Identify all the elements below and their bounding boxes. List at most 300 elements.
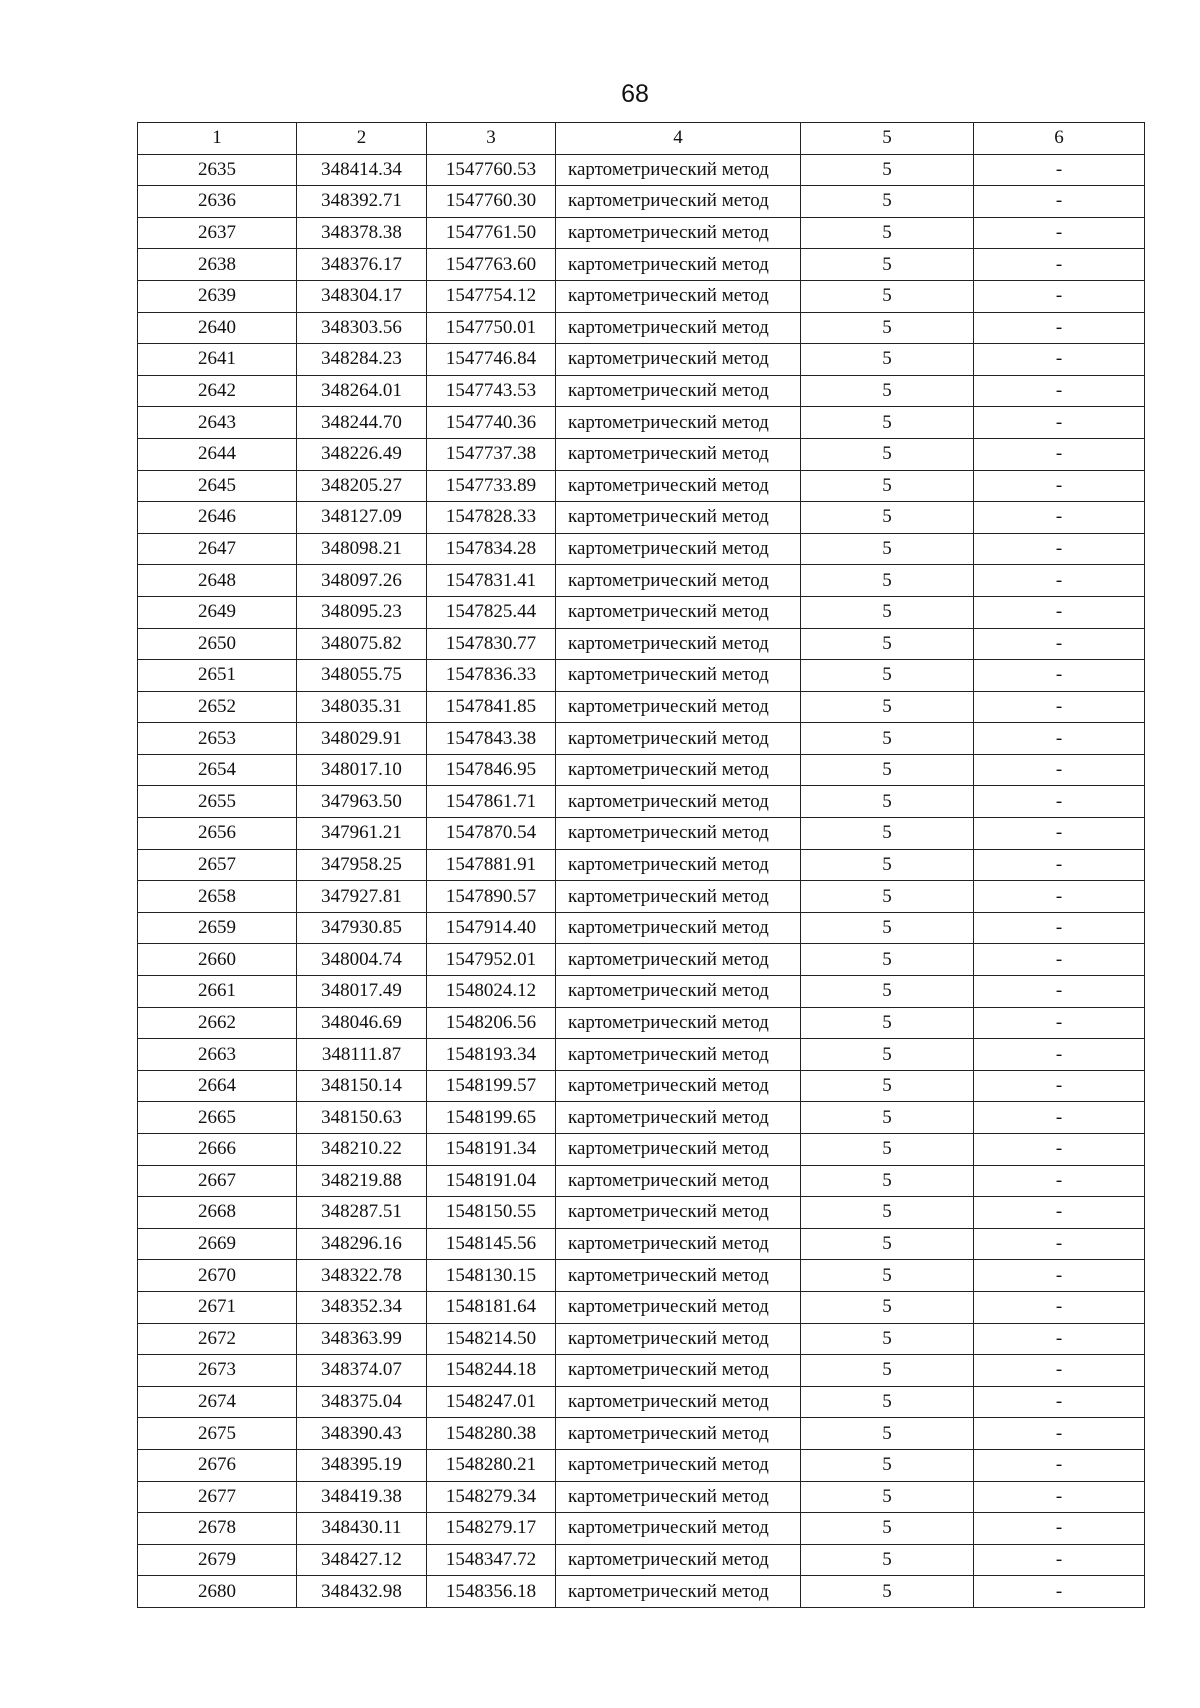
table-row: [138, 1323, 1145, 1355]
accuracy-cell: 5: [801, 375, 974, 407]
y-coordinate-cell: 1547737.38: [427, 438, 556, 470]
accuracy-cell: 5: [801, 818, 974, 850]
accuracy-cell: 5: [801, 786, 974, 818]
accuracy-cell: 5: [801, 1165, 974, 1197]
note-cell: -: [974, 1007, 1145, 1039]
table-row: [138, 1039, 1145, 1071]
x-coordinate-cell: 348284.23: [297, 344, 427, 376]
method-cell: картометрический метод: [556, 1134, 801, 1166]
x-coordinate-cell: 348097.26: [297, 565, 427, 597]
method-cell: картометрический метод: [556, 502, 801, 534]
method-cell: картометрический метод: [556, 912, 801, 944]
x-coordinate-cell: 348075.82: [297, 628, 427, 660]
x-coordinate-cell: 348017.49: [297, 976, 427, 1008]
x-coordinate-cell: 348017.10: [297, 754, 427, 786]
point-number-cell: 2652: [138, 691, 297, 723]
column-header-1: 1: [138, 123, 297, 155]
accuracy-cell: 5: [801, 1323, 974, 1355]
y-coordinate-cell: 1548214.50: [427, 1323, 556, 1355]
table-row: [138, 438, 1145, 470]
table-row: [138, 154, 1145, 186]
table-row: [138, 1544, 1145, 1576]
point-number-cell: 2658: [138, 881, 297, 913]
note-cell: -: [974, 1260, 1145, 1292]
x-coordinate-cell: 348414.34: [297, 154, 427, 186]
method-cell: картометрический метод: [556, 1544, 801, 1576]
table-row: [138, 1576, 1145, 1608]
y-coordinate-cell: 1547760.53: [427, 154, 556, 186]
note-cell: -: [974, 1134, 1145, 1166]
y-coordinate-cell: 1548280.38: [427, 1418, 556, 1450]
point-number-cell: 2678: [138, 1513, 297, 1545]
x-coordinate-cell: 348029.91: [297, 723, 427, 755]
x-coordinate-cell: 348127.09: [297, 502, 427, 534]
point-number-cell: 2639: [138, 280, 297, 312]
x-coordinate-cell: 348304.17: [297, 280, 427, 312]
y-coordinate-cell: 1548280.21: [427, 1449, 556, 1481]
note-cell: -: [974, 660, 1145, 692]
accuracy-cell: 5: [801, 502, 974, 534]
note-cell: -: [974, 596, 1145, 628]
note-cell: -: [974, 1039, 1145, 1071]
accuracy-cell: 5: [801, 407, 974, 439]
point-number-cell: 2666: [138, 1134, 297, 1166]
x-coordinate-cell: 348287.51: [297, 1197, 427, 1229]
table-row: [138, 1007, 1145, 1039]
x-coordinate-cell: 348430.11: [297, 1513, 427, 1545]
table-row: [138, 533, 1145, 565]
method-cell: картометрический метод: [556, 1260, 801, 1292]
point-number-cell: 2644: [138, 438, 297, 470]
point-number-cell: 2671: [138, 1291, 297, 1323]
accuracy-cell: 5: [801, 881, 974, 913]
note-cell: -: [974, 1481, 1145, 1513]
x-coordinate-cell: 348432.98: [297, 1576, 427, 1608]
accuracy-cell: 5: [801, 565, 974, 597]
y-coordinate-cell: 1548191.04: [427, 1165, 556, 1197]
method-cell: картометрический метод: [556, 1070, 801, 1102]
y-coordinate-cell: 1547841.85: [427, 691, 556, 723]
point-number-cell: 2655: [138, 786, 297, 818]
note-cell: -: [974, 533, 1145, 565]
y-coordinate-cell: 1547743.53: [427, 375, 556, 407]
note-cell: -: [974, 1197, 1145, 1229]
y-coordinate-cell: 1547763.60: [427, 249, 556, 281]
note-cell: -: [974, 280, 1145, 312]
accuracy-cell: 5: [801, 660, 974, 692]
table-row: [138, 1386, 1145, 1418]
table-row: [138, 1355, 1145, 1387]
table-row: [138, 217, 1145, 249]
y-coordinate-cell: 1547870.54: [427, 818, 556, 850]
x-coordinate-cell: 348035.31: [297, 691, 427, 723]
point-number-cell: 2650: [138, 628, 297, 660]
x-coordinate-cell: 348378.38: [297, 217, 427, 249]
x-coordinate-cell: 348098.21: [297, 533, 427, 565]
note-cell: -: [974, 786, 1145, 818]
x-coordinate-cell: 348296.16: [297, 1228, 427, 1260]
table-row: [138, 754, 1145, 786]
point-number-cell: 2657: [138, 849, 297, 881]
method-cell: картометрический метод: [556, 533, 801, 565]
x-coordinate-cell: 348392.71: [297, 186, 427, 218]
table-row: [138, 628, 1145, 660]
y-coordinate-cell: 1547746.84: [427, 344, 556, 376]
accuracy-cell: 5: [801, 438, 974, 470]
y-coordinate-cell: 1548199.65: [427, 1102, 556, 1134]
y-coordinate-cell: 1548130.15: [427, 1260, 556, 1292]
table-row: [138, 818, 1145, 850]
accuracy-cell: 5: [801, 1102, 974, 1134]
page-number: 68: [621, 80, 649, 108]
column-header-2: 2: [297, 123, 427, 155]
y-coordinate-cell: 1547861.71: [427, 786, 556, 818]
accuracy-cell: 5: [801, 849, 974, 881]
point-number-cell: 2656: [138, 818, 297, 850]
x-coordinate-cell: 348150.14: [297, 1070, 427, 1102]
point-number-cell: 2659: [138, 912, 297, 944]
note-cell: -: [974, 849, 1145, 881]
x-coordinate-cell: 348322.78: [297, 1260, 427, 1292]
y-coordinate-cell: 1547760.30: [427, 186, 556, 218]
y-coordinate-cell: 1548150.55: [427, 1197, 556, 1229]
method-cell: картометрический метод: [556, 1323, 801, 1355]
point-number-cell: 2677: [138, 1481, 297, 1513]
method-cell: картометрический метод: [556, 944, 801, 976]
accuracy-cell: 5: [801, 1291, 974, 1323]
column-header-3: 3: [427, 123, 556, 155]
point-number-cell: 2672: [138, 1323, 297, 1355]
accuracy-cell: 5: [801, 912, 974, 944]
note-cell: -: [974, 723, 1145, 755]
table-row: [138, 881, 1145, 913]
table-row: [138, 660, 1145, 692]
note-cell: -: [974, 1386, 1145, 1418]
point-number-cell: 2667: [138, 1165, 297, 1197]
table-row: [138, 280, 1145, 312]
method-cell: картометрический метод: [556, 1355, 801, 1387]
x-coordinate-cell: 348352.34: [297, 1291, 427, 1323]
table-row: [138, 407, 1145, 439]
point-number-cell: 2651: [138, 660, 297, 692]
point-number-cell: 2661: [138, 976, 297, 1008]
accuracy-cell: 5: [801, 1513, 974, 1545]
accuracy-cell: 5: [801, 249, 974, 281]
accuracy-cell: 5: [801, 1386, 974, 1418]
y-coordinate-cell: 1548024.12: [427, 976, 556, 1008]
point-number-cell: 2643: [138, 407, 297, 439]
x-coordinate-cell: 348095.23: [297, 596, 427, 628]
method-cell: картометрический метод: [556, 280, 801, 312]
table-row: [138, 1165, 1145, 1197]
accuracy-cell: 5: [801, 1576, 974, 1608]
method-cell: картометрический метод: [556, 186, 801, 218]
point-number-cell: 2654: [138, 754, 297, 786]
note-cell: -: [974, 691, 1145, 723]
x-coordinate-cell: 348390.43: [297, 1418, 427, 1450]
note-cell: -: [974, 1355, 1145, 1387]
point-number-cell: 2669: [138, 1228, 297, 1260]
y-coordinate-cell: 1548193.34: [427, 1039, 556, 1071]
accuracy-cell: 5: [801, 1007, 974, 1039]
method-cell: картометрический метод: [556, 217, 801, 249]
method-cell: картометрический метод: [556, 1481, 801, 1513]
note-cell: -: [974, 912, 1145, 944]
accuracy-cell: 5: [801, 344, 974, 376]
y-coordinate-cell: 1547834.28: [427, 533, 556, 565]
point-number-cell: 2646: [138, 502, 297, 534]
y-coordinate-cell: 1547952.01: [427, 944, 556, 976]
method-cell: картометрический метод: [556, 786, 801, 818]
table-row: [138, 1513, 1145, 1545]
method-cell: картометрический метод: [556, 1449, 801, 1481]
x-coordinate-cell: 347963.50: [297, 786, 427, 818]
method-cell: картометрический метод: [556, 1165, 801, 1197]
y-coordinate-cell: 1548279.17: [427, 1513, 556, 1545]
table-row: [138, 312, 1145, 344]
point-number-cell: 2636: [138, 186, 297, 218]
note-cell: -: [974, 1418, 1145, 1450]
method-cell: картометрический метод: [556, 691, 801, 723]
y-coordinate-cell: 1547843.38: [427, 723, 556, 755]
y-coordinate-cell: 1548279.34: [427, 1481, 556, 1513]
table-row: [138, 249, 1145, 281]
note-cell: -: [974, 944, 1145, 976]
point-number-cell: 2642: [138, 375, 297, 407]
accuracy-cell: 5: [801, 280, 974, 312]
point-number-cell: 2653: [138, 723, 297, 755]
y-coordinate-cell: 1547733.89: [427, 470, 556, 502]
point-number-cell: 2647: [138, 533, 297, 565]
accuracy-cell: 5: [801, 470, 974, 502]
accuracy-cell: 5: [801, 628, 974, 660]
y-coordinate-cell: 1548181.64: [427, 1291, 556, 1323]
method-cell: картометрический метод: [556, 565, 801, 597]
accuracy-cell: 5: [801, 976, 974, 1008]
x-coordinate-cell: 347958.25: [297, 849, 427, 881]
table-row: [138, 1260, 1145, 1292]
x-coordinate-cell: 347930.85: [297, 912, 427, 944]
method-cell: картометрический метод: [556, 881, 801, 913]
coordinates-table: [137, 122, 1145, 1608]
accuracy-cell: 5: [801, 217, 974, 249]
method-cell: картометрический метод: [556, 438, 801, 470]
point-number-cell: 2674: [138, 1386, 297, 1418]
point-number-cell: 2662: [138, 1007, 297, 1039]
x-coordinate-cell: 348111.87: [297, 1039, 427, 1071]
method-cell: картометрический метод: [556, 1039, 801, 1071]
y-coordinate-cell: 1547836.33: [427, 660, 556, 692]
table-row: [138, 849, 1145, 881]
x-coordinate-cell: 348004.74: [297, 944, 427, 976]
y-coordinate-cell: 1547825.44: [427, 596, 556, 628]
x-coordinate-cell: 348419.38: [297, 1481, 427, 1513]
x-coordinate-cell: 347927.81: [297, 881, 427, 913]
accuracy-cell: 5: [801, 154, 974, 186]
y-coordinate-cell: 1547761.50: [427, 217, 556, 249]
method-cell: картометрический метод: [556, 1007, 801, 1039]
x-coordinate-cell: 348395.19: [297, 1449, 427, 1481]
method-cell: картометрический метод: [556, 344, 801, 376]
y-coordinate-cell: 1547754.12: [427, 280, 556, 312]
x-coordinate-cell: 348150.63: [297, 1102, 427, 1134]
table-row: [138, 1197, 1145, 1229]
table-row: [138, 565, 1145, 597]
method-cell: картометрический метод: [556, 1386, 801, 1418]
note-cell: -: [974, 375, 1145, 407]
method-cell: картометрический метод: [556, 470, 801, 502]
note-cell: -: [974, 1228, 1145, 1260]
table-row: [138, 691, 1145, 723]
y-coordinate-cell: 1547830.77: [427, 628, 556, 660]
accuracy-cell: 5: [801, 1544, 974, 1576]
accuracy-cell: 5: [801, 1355, 974, 1387]
y-coordinate-cell: 1548356.18: [427, 1576, 556, 1608]
y-coordinate-cell: 1548247.01: [427, 1386, 556, 1418]
x-coordinate-cell: 347961.21: [297, 818, 427, 850]
x-coordinate-cell: 348226.49: [297, 438, 427, 470]
x-coordinate-cell: 348363.99: [297, 1323, 427, 1355]
table-row: [138, 1291, 1145, 1323]
point-number-cell: 2679: [138, 1544, 297, 1576]
point-number-cell: 2645: [138, 470, 297, 502]
method-cell: картометрический метод: [556, 660, 801, 692]
table-row: [138, 1134, 1145, 1166]
point-number-cell: 2675: [138, 1418, 297, 1450]
y-coordinate-cell: 1547750.01: [427, 312, 556, 344]
accuracy-cell: 5: [801, 312, 974, 344]
accuracy-cell: 5: [801, 1418, 974, 1450]
table-row: [138, 723, 1145, 755]
table-row: [138, 976, 1145, 1008]
method-cell: картометрический метод: [556, 849, 801, 881]
y-coordinate-cell: 1547846.95: [427, 754, 556, 786]
x-coordinate-cell: 348219.88: [297, 1165, 427, 1197]
x-coordinate-cell: 348427.12: [297, 1544, 427, 1576]
accuracy-cell: 5: [801, 723, 974, 755]
note-cell: -: [974, 565, 1145, 597]
accuracy-cell: 5: [801, 186, 974, 218]
note-cell: -: [974, 312, 1145, 344]
table-row: [138, 1070, 1145, 1102]
table-row: [138, 344, 1145, 376]
x-coordinate-cell: 348374.07: [297, 1355, 427, 1387]
table-row: [138, 470, 1145, 502]
method-cell: картометрический метод: [556, 628, 801, 660]
accuracy-cell: 5: [801, 1260, 974, 1292]
y-coordinate-cell: 1548199.57: [427, 1070, 556, 1102]
method-cell: картометрический метод: [556, 818, 801, 850]
table-row: [138, 912, 1145, 944]
point-number-cell: 2680: [138, 1576, 297, 1608]
note-cell: -: [974, 344, 1145, 376]
point-number-cell: 2635: [138, 154, 297, 186]
table-row: [138, 944, 1145, 976]
table-row: [138, 1449, 1145, 1481]
accuracy-cell: 5: [801, 1481, 974, 1513]
note-cell: -: [974, 1544, 1145, 1576]
accuracy-cell: 5: [801, 754, 974, 786]
accuracy-cell: 5: [801, 533, 974, 565]
x-coordinate-cell: 348375.04: [297, 1386, 427, 1418]
header-row: [138, 123, 1145, 155]
x-coordinate-cell: 348210.22: [297, 1134, 427, 1166]
table-header: [138, 123, 1145, 155]
method-cell: картометрический метод: [556, 1291, 801, 1323]
column-header-6: 6: [974, 123, 1145, 155]
column-header-4: 4: [556, 123, 801, 155]
note-cell: -: [974, 1449, 1145, 1481]
point-number-cell: 2664: [138, 1070, 297, 1102]
note-cell: -: [974, 186, 1145, 218]
point-number-cell: 2660: [138, 944, 297, 976]
table-row: [138, 502, 1145, 534]
point-number-cell: 2637: [138, 217, 297, 249]
table-row: [138, 1102, 1145, 1134]
note-cell: -: [974, 1513, 1145, 1545]
y-coordinate-cell: 1547890.57: [427, 881, 556, 913]
note-cell: -: [974, 976, 1145, 1008]
point-number-cell: 2665: [138, 1102, 297, 1134]
point-number-cell: 2648: [138, 565, 297, 597]
table-row: [138, 786, 1145, 818]
accuracy-cell: 5: [801, 1134, 974, 1166]
note-cell: -: [974, 1165, 1145, 1197]
table-body: [138, 154, 1145, 1607]
y-coordinate-cell: 1547914.40: [427, 912, 556, 944]
x-coordinate-cell: 348376.17: [297, 249, 427, 281]
note-cell: -: [974, 407, 1145, 439]
note-cell: -: [974, 1102, 1145, 1134]
method-cell: картометрический метод: [556, 1197, 801, 1229]
x-coordinate-cell: 348055.75: [297, 660, 427, 692]
note-cell: -: [974, 1576, 1145, 1608]
point-number-cell: 2649: [138, 596, 297, 628]
note-cell: -: [974, 881, 1145, 913]
point-number-cell: 2673: [138, 1355, 297, 1387]
note-cell: -: [974, 249, 1145, 281]
table-row: [138, 596, 1145, 628]
table-row: [138, 375, 1145, 407]
note-cell: -: [974, 754, 1145, 786]
accuracy-cell: 5: [801, 1039, 974, 1071]
accuracy-cell: 5: [801, 691, 974, 723]
point-number-cell: 2676: [138, 1449, 297, 1481]
accuracy-cell: 5: [801, 944, 974, 976]
y-coordinate-cell: 1547831.41: [427, 565, 556, 597]
accuracy-cell: 5: [801, 1228, 974, 1260]
x-coordinate-cell: 348264.01: [297, 375, 427, 407]
method-cell: картометрический метод: [556, 1576, 801, 1608]
point-number-cell: 2670: [138, 1260, 297, 1292]
method-cell: картометрический метод: [556, 407, 801, 439]
table-row: [138, 1418, 1145, 1450]
column-header-5: 5: [801, 123, 974, 155]
method-cell: картометрический метод: [556, 1418, 801, 1450]
accuracy-cell: 5: [801, 1197, 974, 1229]
method-cell: картометрический метод: [556, 754, 801, 786]
method-cell: картометрический метод: [556, 1513, 801, 1545]
note-cell: -: [974, 1070, 1145, 1102]
y-coordinate-cell: 1548244.18: [427, 1355, 556, 1387]
note-cell: -: [974, 217, 1145, 249]
note-cell: -: [974, 818, 1145, 850]
y-coordinate-cell: 1547828.33: [427, 502, 556, 534]
note-cell: -: [974, 502, 1145, 534]
note-cell: -: [974, 1323, 1145, 1355]
y-coordinate-cell: 1547740.36: [427, 407, 556, 439]
method-cell: картометрический метод: [556, 154, 801, 186]
